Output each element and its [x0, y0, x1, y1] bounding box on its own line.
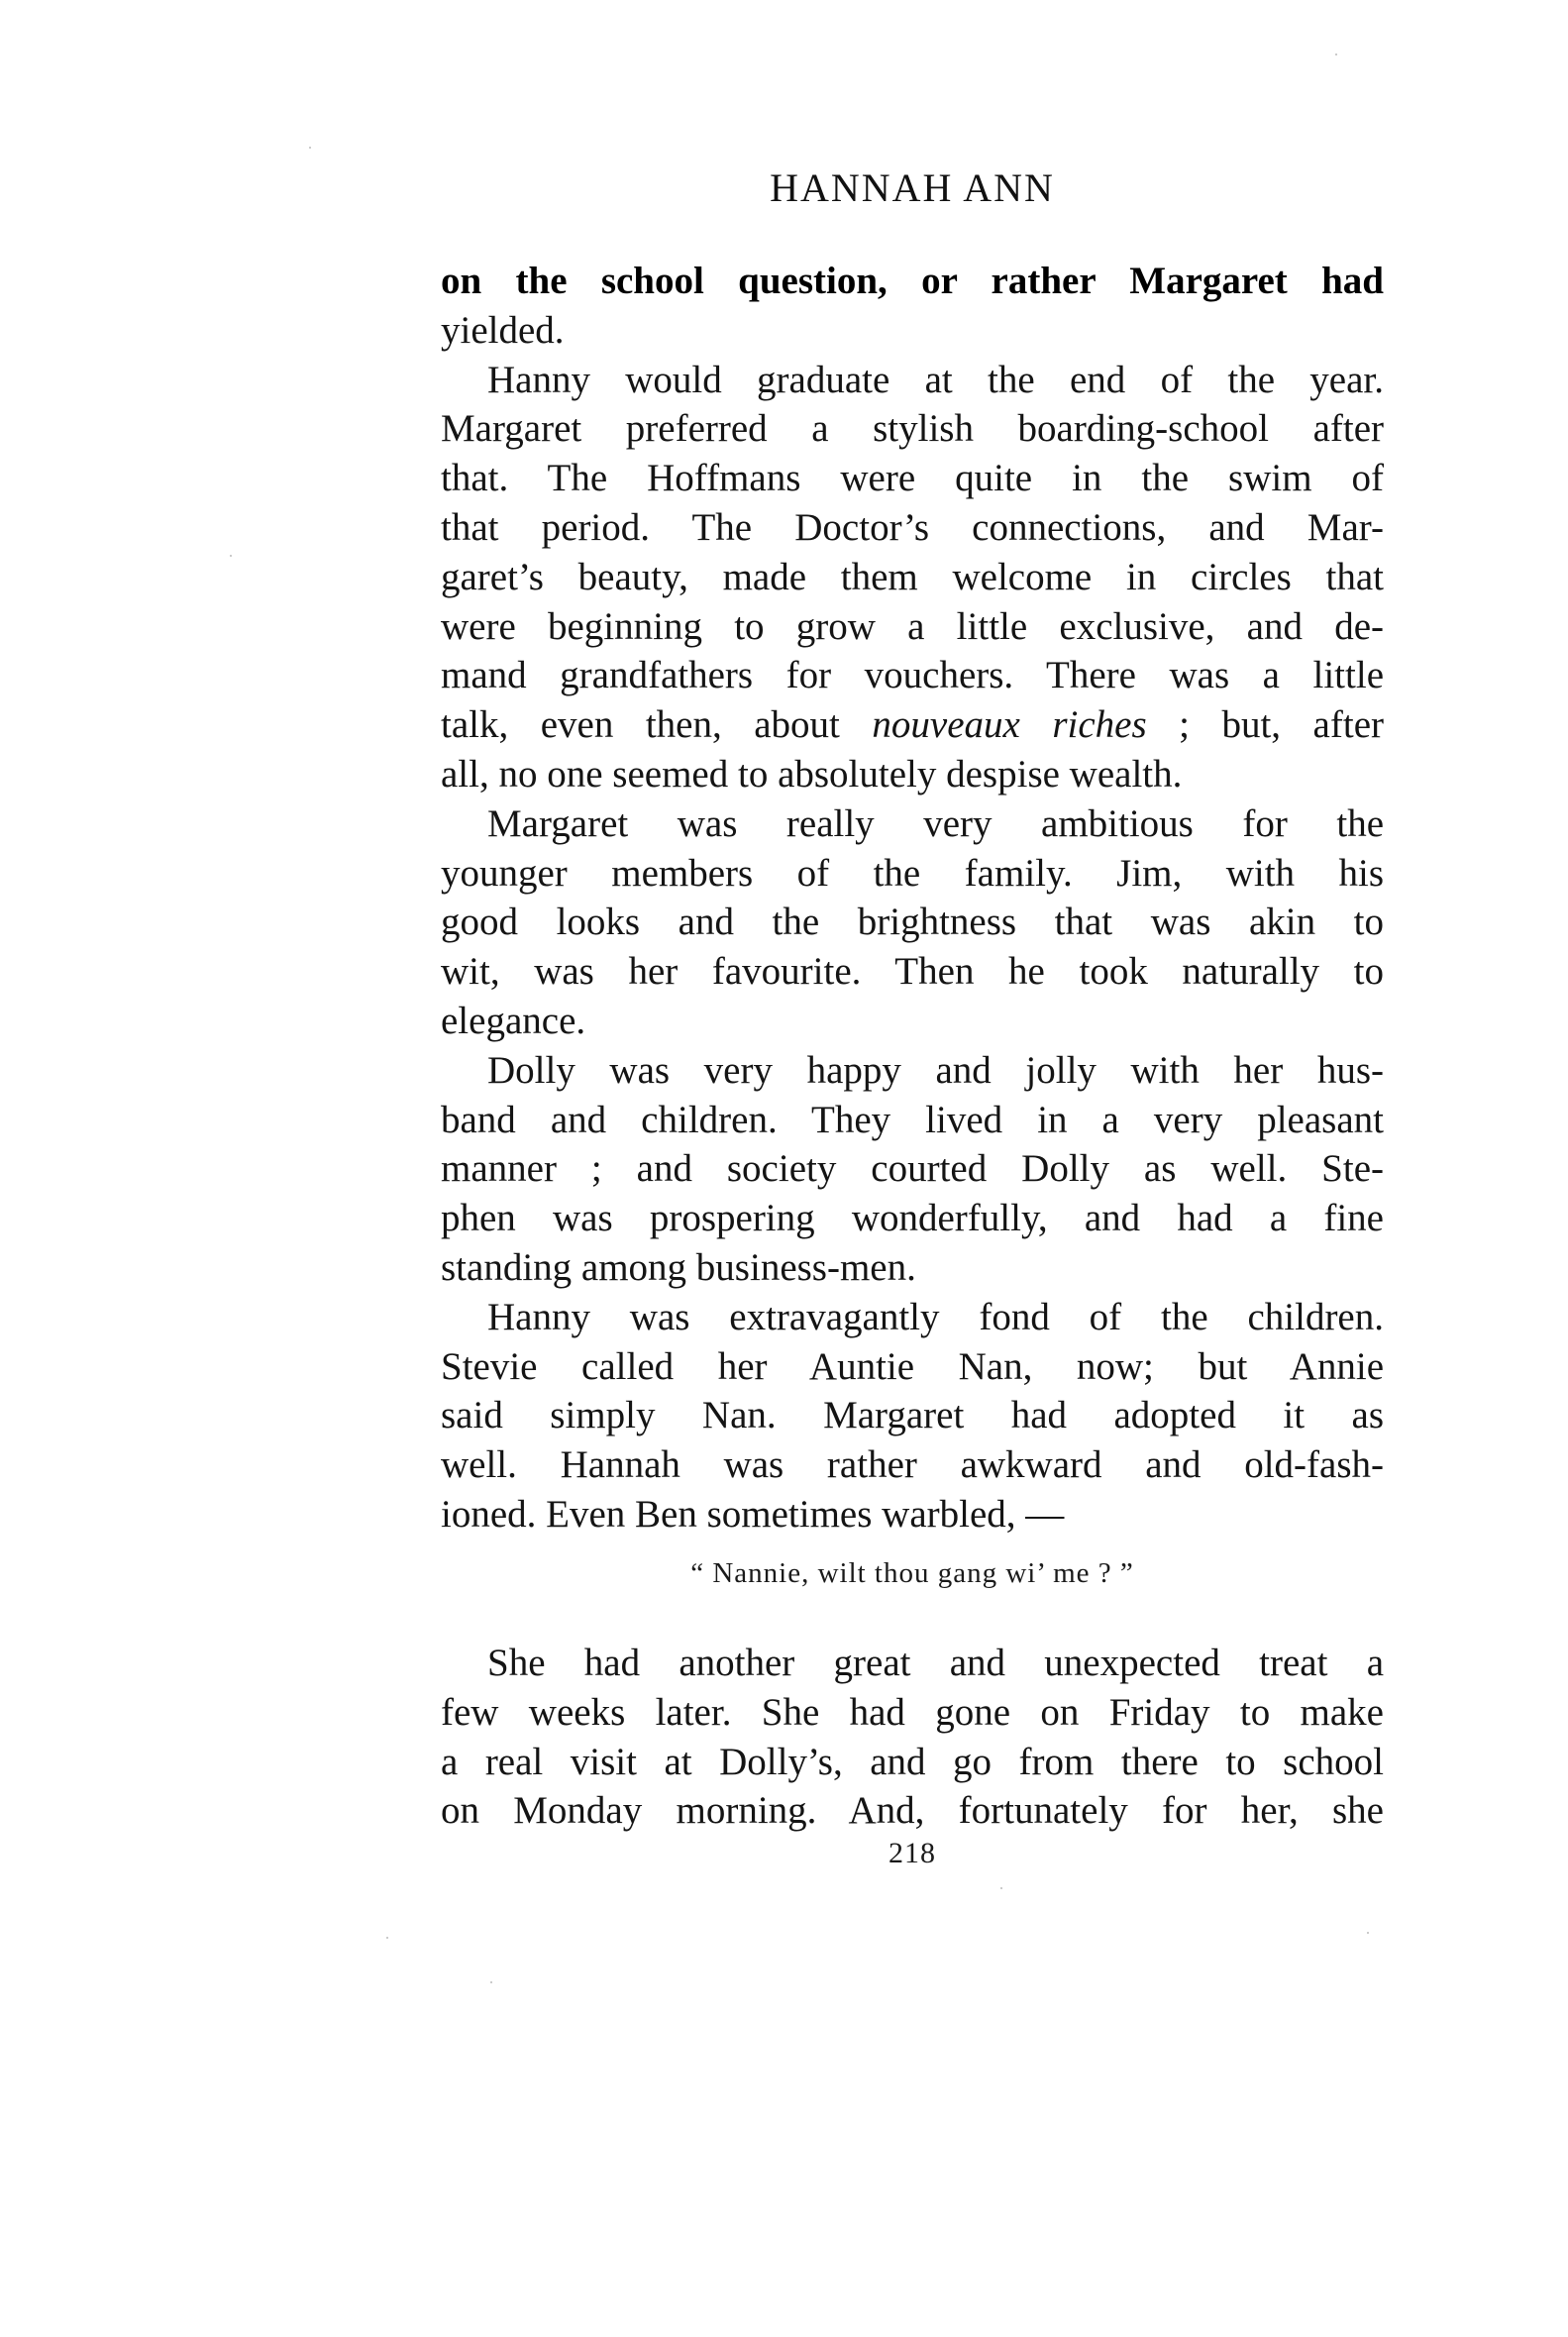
italic-phrase: nouveaux riches — [872, 703, 1147, 747]
text-line: few weeks later. She had gone on Friday to make — [441, 1690, 1384, 1734]
text-line: Hanny would graduate at the end of the year. — [487, 358, 1384, 401]
text-line: younger members of the family. Jim, with his — [441, 851, 1384, 895]
text-line: Hanny was extravagantly fond of the children. — [487, 1295, 1384, 1338]
text-line: manner ; and society courted Dolly as well. Ste- — [441, 1147, 1384, 1191]
text-run: ; but, after — [1146, 703, 1384, 747]
text-line: band and children. They lived in a very pleasant — [441, 1098, 1384, 1141]
text-line: all, no one seemed to absolutely despise wealth. — [441, 752, 1183, 796]
text-line: well. Hannah was rather awkward and old-fash- — [441, 1443, 1384, 1487]
scan-speck — [1367, 1932, 1369, 1934]
text-line: ioned. Even Ben sometimes warbled, — — [441, 1492, 1065, 1536]
scan-speck — [490, 1981, 492, 1983]
text-line — [441, 700, 1384, 750]
text-line: elegance. — [441, 999, 586, 1042]
text-line: Margaret was really very ambitious for the — [487, 801, 1384, 845]
text-line: said simply Nan. Margaret had adopted it as — [441, 1394, 1384, 1437]
text-line: phen was prospering wonderfully, and had a fine — [441, 1197, 1384, 1240]
text-line: on the school question, or rather Margaret had — [441, 260, 1384, 302]
text-line: good looks and the brightness that was akin to — [441, 901, 1384, 944]
text-line: garet’s beauty, made them welcome in circles that — [441, 555, 1384, 598]
scan-speck — [230, 555, 232, 557]
verse-quotation: “ Nannie, wilt thou gang wi’ me ? ” — [690, 1557, 1134, 1589]
scan-speck — [1335, 53, 1337, 55]
text-line: Stevie called her Auntie Nan, now; but Annie — [441, 1344, 1384, 1388]
text-line: wit, was her favourite. Then he took naturally to — [441, 950, 1384, 994]
text-line: yielded. — [441, 308, 565, 352]
running-head: HANNAH ANN — [770, 165, 1055, 210]
text-line: were beginning to grow a little exclusive, and de- — [441, 604, 1384, 648]
text-line: Dolly was very happy and jolly with her hus- — [487, 1048, 1384, 1092]
text-line: that period. The Doctor’s connections, and Mar- — [441, 505, 1384, 549]
text-line: that. The Hoffmans were quite in the swim of — [441, 457, 1384, 500]
body-text-before-quote — [441, 257, 1384, 1540]
text-line: mand grandfathers for vouchers. There was a little — [441, 654, 1384, 697]
text-line: Margaret preferred a stylish boarding-school after — [441, 407, 1384, 451]
text-line: standing among business-men. — [441, 1245, 916, 1289]
body-text-after-quote — [441, 1639, 1384, 1836]
scan-speck — [386, 1937, 388, 1939]
scan-speck — [1000, 1887, 1002, 1889]
page-number: 218 — [889, 1837, 936, 1869]
text-line: She had another great and unexpected treat a — [487, 1642, 1384, 1684]
text-line: a real visit at Dolly’s, and go from there to school — [441, 1740, 1384, 1783]
text-line: on Monday morning. And, fortunately for her, she — [441, 1789, 1384, 1833]
text-run: talk, even then, about — [441, 703, 873, 747]
scan-speck — [309, 147, 311, 149]
